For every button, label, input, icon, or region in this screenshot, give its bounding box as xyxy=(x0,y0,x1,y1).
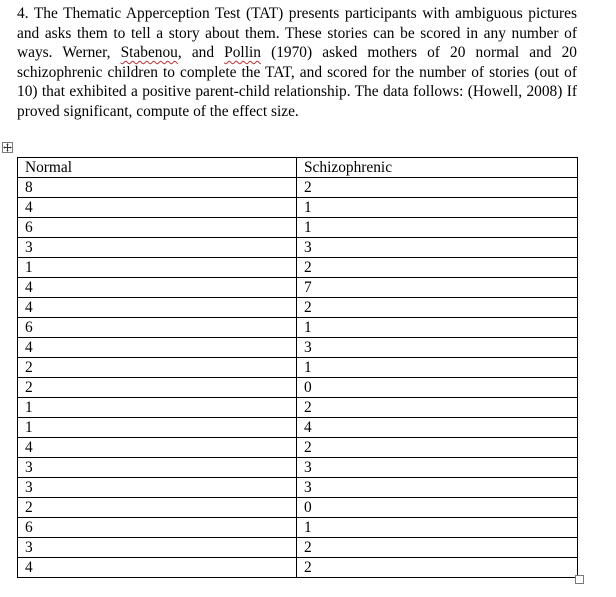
cell-normal: 4 xyxy=(18,338,297,358)
cell-normal: 6 xyxy=(18,218,297,238)
cell-schizophrenic: 1 xyxy=(297,318,578,338)
cell-normal: 2 xyxy=(18,498,297,518)
table-move-icon[interactable] xyxy=(2,142,13,153)
cell-schizophrenic: 1 xyxy=(297,198,578,218)
question-text-part3: (1970) asked mothers of 20 normal and 20 schizophrenic children to complete the TAT, and scored for the number of stories (out of 10) that exhibited a positive parent-child relationship. The data follows: (Howell, 2008) If proved significant, compute of the effect size. xyxy=(17,44,577,120)
cell-schizophrenic: 3 xyxy=(297,238,578,258)
cell-schizophrenic: 2 xyxy=(297,258,578,278)
table-row xyxy=(18,178,578,198)
cell-schizophrenic: 2 xyxy=(297,398,578,418)
table-row xyxy=(18,558,578,578)
table-header-row xyxy=(18,158,578,178)
table-row xyxy=(18,298,578,318)
cell-normal: 8 xyxy=(18,178,297,198)
data-table xyxy=(17,157,578,578)
table-row xyxy=(18,418,578,438)
cell-normal: 1 xyxy=(18,418,297,438)
question-text-part1: The Thematic Apperception Test (TAT) presents participants with ambiguous pictures and asks them to tell a story about them. These stories can be scored in any number of ways. Werner, xyxy=(17,5,577,62)
table-row xyxy=(18,218,578,238)
cell-normal: 6 xyxy=(18,318,297,338)
cell-schizophrenic: 0 xyxy=(297,498,578,518)
table-row xyxy=(18,318,578,338)
cell-schizophrenic: 4 xyxy=(297,418,578,438)
cell-schizophrenic: 2 xyxy=(297,558,578,578)
cell-schizophrenic: 0 xyxy=(297,378,578,398)
cell-schizophrenic: 2 xyxy=(297,538,578,558)
table-row xyxy=(18,198,578,218)
cell-normal: 2 xyxy=(18,378,297,398)
cell-normal: 1 xyxy=(18,398,297,418)
table-row xyxy=(18,378,578,398)
table-row xyxy=(18,498,578,518)
cell-schizophrenic: 3 xyxy=(297,338,578,358)
cell-normal: 3 xyxy=(18,538,297,558)
cell-schizophrenic: 3 xyxy=(297,458,578,478)
cell-normal: 2 xyxy=(18,358,297,378)
cell-normal: 6 xyxy=(18,518,297,538)
cell-normal: 4 xyxy=(18,198,297,218)
table-row xyxy=(18,238,578,258)
table-row xyxy=(18,258,578,278)
author-name-pollin: Pollin xyxy=(224,44,261,62)
table-row xyxy=(18,458,578,478)
cell-normal: 4 xyxy=(18,298,297,318)
cell-schizophrenic: 2 xyxy=(297,298,578,318)
cell-normal: 4 xyxy=(18,558,297,578)
cell-normal: 1 xyxy=(18,258,297,278)
cell-schizophrenic: 1 xyxy=(297,218,578,238)
table-row xyxy=(18,518,578,538)
header-normal: Normal xyxy=(18,158,297,178)
table-row xyxy=(18,278,578,298)
table-row xyxy=(18,438,578,458)
cell-schizophrenic: 2 xyxy=(297,438,578,458)
cell-schizophrenic: 1 xyxy=(297,518,578,538)
cell-schizophrenic: 2 xyxy=(297,178,578,198)
table-row xyxy=(18,338,578,358)
cell-normal: 3 xyxy=(18,458,297,478)
cell-normal: 4 xyxy=(18,438,297,458)
table-resize-icon[interactable] xyxy=(575,575,584,584)
cell-schizophrenic: 7 xyxy=(297,278,578,298)
question-text xyxy=(17,4,577,122)
cell-schizophrenic: 3 xyxy=(297,478,578,498)
table-row xyxy=(18,478,578,498)
cell-schizophrenic: 1 xyxy=(297,358,578,378)
cell-normal: 3 xyxy=(18,238,297,258)
table-row xyxy=(18,358,578,378)
question-number: 4. xyxy=(17,5,29,22)
cell-normal: 3 xyxy=(18,478,297,498)
table-row xyxy=(18,538,578,558)
author-name-stabenou: Stabenou xyxy=(120,44,178,62)
header-schizophrenic: Schizophrenic xyxy=(297,158,578,178)
cell-normal: 4 xyxy=(18,278,297,298)
question-text-part2: , and xyxy=(177,44,225,62)
table-row xyxy=(18,398,578,418)
